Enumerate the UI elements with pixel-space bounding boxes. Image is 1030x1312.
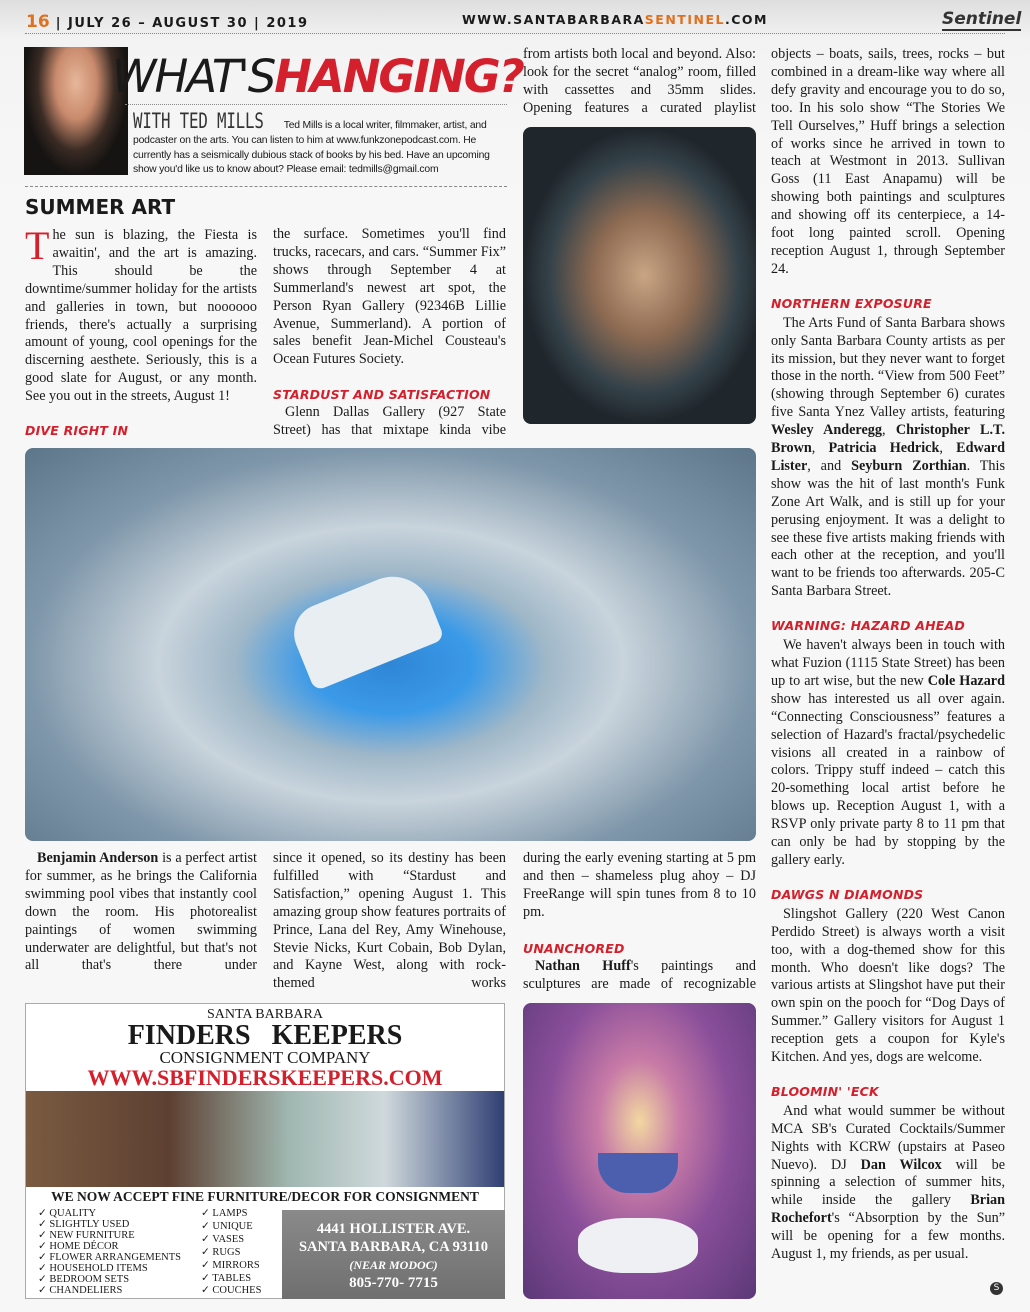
header-divider: [25, 33, 1005, 34]
subhead-dive-right-in: DIVE RIGHT IN: [25, 423, 129, 438]
stardust-paragraph-cont: since it opened, so its destiny has been fulfilled with “Stardust and Satisfaction,” opening August 1. This amazing group show features portraits of Prince, Lana del Rey, Amy Winehouse, Stevie Nicks, Kurt Cobain, Bob Dylan, and Kayne West, along with rock-themed works: [273, 850, 506, 992]
ad-url[interactable]: WWW.SBFINDERSKEEPERS.COM: [87, 1065, 443, 1090]
url-part: .COM: [724, 12, 768, 27]
page-number: 16: [26, 12, 50, 32]
artist-name: Brian Rochefort: [771, 1192, 1005, 1227]
drop-cap: T: [25, 223, 50, 268]
ad-list-item: ✓ NEW FURNITURE: [38, 1230, 135, 1241]
finders-keepers-ad[interactable]: [25, 1003, 505, 1299]
artist-name: Dan Wilcox: [860, 1156, 942, 1173]
ad-list-item: ✓ HOUSEHOLD ITEMS: [38, 1263, 148, 1274]
northern-paragraph: The Arts Fund of Santa Barbara shows only Santa Barbara County artists as per its mission, but they never want to forget those in the north. “View from 500 Feet” (showing through September 6) curates five Santa Ynez Valley artists, featuring Wesley Anderegg, Christopher L.T. Brown, Patricia Hedrick, Edward Lister, and Seyburn Zorthian. This show was the hit of last month's Funk Zone Art Walk, and is still up for your perusing enjoyment. It was a delight to see these five artists making friends with each other at the reception, and you'll want to be friends too afterwards. 205-C Santa Barbara Street.: [771, 314, 1005, 600]
ad-address-line1: 4441 HOLLISTER AVE.: [316, 1221, 471, 1237]
subhead-bloomin: BLOOMIN' 'ECK: [771, 1083, 879, 1099]
ad-list-item: ✓ COUCHES: [201, 1285, 262, 1297]
ad-city: SANTA BARBARA: [207, 1007, 323, 1022]
intro-text: he sun is blazing, the Fiesta is awaitin', and the art is amazing. This should be the downtime/summer holiday for the artists and galleries in town, but noooooo friends, there's actually a surprising amount of young, cool openings for the discerning aesthete. Seriously, this is a good slate for August, or any month. See you out in the streets, August 1!: [25, 227, 257, 405]
artist-name: Edward Lister: [771, 440, 1005, 474]
title-light: WHAT'S: [112, 50, 275, 103]
ad-company: CONSIGNMENT COMPANY: [159, 1048, 371, 1067]
masthead-divider: [125, 104, 507, 105]
site-url[interactable]: [462, 12, 768, 27]
playlist-paragraph: from artists both local and beyond. Also: look for the secret “analog” room, filled with cassettes and 35mm slides. Opening features a curated playlist: [523, 46, 756, 116]
stardust-paragraph-start: Glenn Dallas Gallery (927 State Street) has that mixtape kinda vibe: [273, 404, 506, 438]
ad-list-item: ✓ CHANDELIERS: [38, 1285, 123, 1296]
ad-list-item: ✓ MIRRORS: [201, 1259, 260, 1271]
huff-paragraph-cont: objects – boats, sails, trees, rocks – but combined in a dream-like way where all defy gravity and encourage you to do so, too. In his solo show “The Stories We Tell Ourselves,” Huff brings a selection of works since he arrived in town to teach at Westmont in 2013. Sullivan Goss (11 East Anapamu) will be showing both paintings and sculptures and showing off its centerpiece, a 14-foot long painted scroll. Opening reception August 1, through September 24.: [771, 46, 1005, 277]
truck-cab-shape: [285, 565, 445, 692]
sentinel-logo: Sentinel: [942, 9, 1022, 29]
right-column: [771, 46, 1005, 1264]
huff-painting-image: [523, 1003, 756, 1299]
ad-phone[interactable]: 805-770- 7715: [349, 1275, 438, 1291]
subhead-hazard: WARNING: HAZARD AHEAD: [771, 618, 965, 634]
anderson-paragraph: Benjamin Anderson is a perfect artist for summer, as he brings the California swimming pool vibes that instantly cool down the room. His photorealist paintings of women swimming underwater are delightful, but that's not all that's there under: [25, 850, 257, 974]
url-part: WWW.SANTABARBARA: [462, 12, 645, 27]
cloth-shape: [578, 1218, 698, 1273]
ad-address-line2: SANTA BARBARA, CA 93110: [298, 1239, 489, 1255]
ad-list-item: ✓ LAMPS: [201, 1208, 248, 1219]
subhead-stardust: STARDUST AND SATISFACTION: [273, 387, 491, 402]
issue-dates: JULY 26 – AUGUST 30: [67, 16, 249, 31]
ad-showroom-photo: [26, 1091, 504, 1187]
huff-paragraph-start: Nathan Huff's paintings and sculptures are made of recognizable: [523, 958, 756, 992]
artist-name: Wesley Anderegg: [771, 422, 882, 439]
masthead-bottom-divider: [25, 186, 507, 187]
ad-list-item: ✓ HOME DÉCOR: [38, 1241, 119, 1252]
author-bio: [133, 109, 505, 178]
blue-truck-painting-image: [25, 448, 756, 841]
artist-name: Patricia Hedrick: [828, 440, 940, 457]
issue-year: 2019: [266, 16, 309, 31]
issue-info: 16 | JULY 26 – AUGUST 30 | 2019: [26, 12, 309, 32]
ad-list-item: ✓ FLOWER ARRANGEMENTS: [38, 1252, 181, 1263]
ad-list-item: ✓ QUALITY: [38, 1208, 97, 1219]
ad-list-item: ✓ SLIGHTLY USED: [38, 1219, 130, 1230]
artist-name: Christopher L.T. Brown: [771, 422, 1005, 457]
elvis-portrait-image: [523, 127, 756, 424]
byline: WITH TED MILLS: [133, 109, 264, 133]
section-title: SUMMER ART: [25, 195, 176, 219]
artist-name: Cole Hazard: [927, 672, 1005, 689]
bloomin-paragraph: And what would summer be without MCA SB's Curated Cocktails/Summer Nights with KCRW (upstairs at Paseo Nuevo). DJ Dan Wilcox will be spinning a selection of summer hits, while inside the gallery Brian Rochefort's “Absorption by the Sun” will be opening for a few months. August 1, my friends, as per usual.: [771, 1102, 1005, 1263]
dawgs-paragraph: Slingshot Gallery (220 West Canon Perdido Street) is always worth a visit too, with a dog-themed show for this month. Who doesn't like dogs? The various artists at Slingshot have put their own spin on the pooch for “Dog Days of Summer.” Gallery visitors for August 1 reception gets a coupon for Kyle's Kitchen. And yes, dogs are welcome.: [771, 905, 1005, 1066]
ad-list-item: ✓ BEDROOM SETS: [38, 1274, 130, 1285]
subhead-dawgs: DAWGS N DIAMONDS: [771, 886, 924, 902]
column-title: [112, 50, 523, 104]
artist-name: Nathan Huff: [535, 958, 631, 974]
ad-near: (NEAR MODOC): [349, 1258, 438, 1272]
ad-list-item: ✓ UNIQUE: [201, 1220, 253, 1232]
artist-name: Benjamin Anderson: [37, 850, 159, 866]
ad-list-item: ✓ TABLES: [201, 1272, 252, 1284]
ad-tagline: WE NOW ACCEPT FINE FURNITURE/DECOR FOR CONSIGNMENT: [51, 1189, 479, 1204]
end-mark-icon: S: [990, 1282, 1003, 1295]
summer-fix-paragraph: the surface. Sometimes you'll find trucks, racecars, and cars. “Summer Fix” shows through September 4 at Summerland's newest art spot, the Person Ryan Gallery (92346B Lillie Avenue, Summerland). A portion of sales benefit Jean-Michel Cousteau's Ocean Futures Society.: [273, 226, 506, 368]
subhead-unanchored: UNANCHORED: [523, 941, 625, 956]
ad-list-item: ✓ VASES: [201, 1233, 245, 1245]
ad-list-2: [201, 1208, 261, 1298]
subhead-northern-exposure: NORTHERN EXPOSURE: [771, 295, 932, 311]
bio-text: Ted Mills is a local writer, filmmaker, artist, and podcaster on the arts. You can listen to him at www.funkzonepodcast.com. He currently has a seismically dubious stack of books by his bed. Have an upcoming show you'd like us to know about? Please email: tedmills@gmail.com: [133, 120, 490, 176]
pot-shape: [598, 1153, 678, 1193]
ad-list-item: ✓ RUGS: [201, 1246, 241, 1258]
playlist-paragraph-cont: during the early evening starting at 5 pm and then – shameless plug ahoy – DJ FreeRange will spin tunes from 8 to 10 pm.: [523, 850, 756, 920]
hazard-paragraph: We haven't always been in touch with what Fuzion (1115 State Street) has been up to art wise, but the new Cole Hazard show has interested us all over again. “Connecting Consciousness” features a selection of Hazard's fractal/psychedelic visions all created in a rainbow of colors. Trippy stuff indeed – catch this 20-something local artist before he blows up. Reception August 1, with a RSVP only private party 8 to 11 pm that can only be had by stopping by the gallery early.: [771, 637, 1005, 868]
ad-store-name: FINDERS KEEPERS: [127, 1020, 403, 1051]
ad-address-panel: [282, 1210, 505, 1299]
intro-paragraph: [25, 223, 257, 406]
title-bold: HANGING?: [274, 50, 523, 103]
url-part: SENTINEL: [644, 12, 725, 27]
artist-name: Seyburn Zorthian: [851, 457, 967, 474]
ad-list-1: [38, 1208, 181, 1296]
